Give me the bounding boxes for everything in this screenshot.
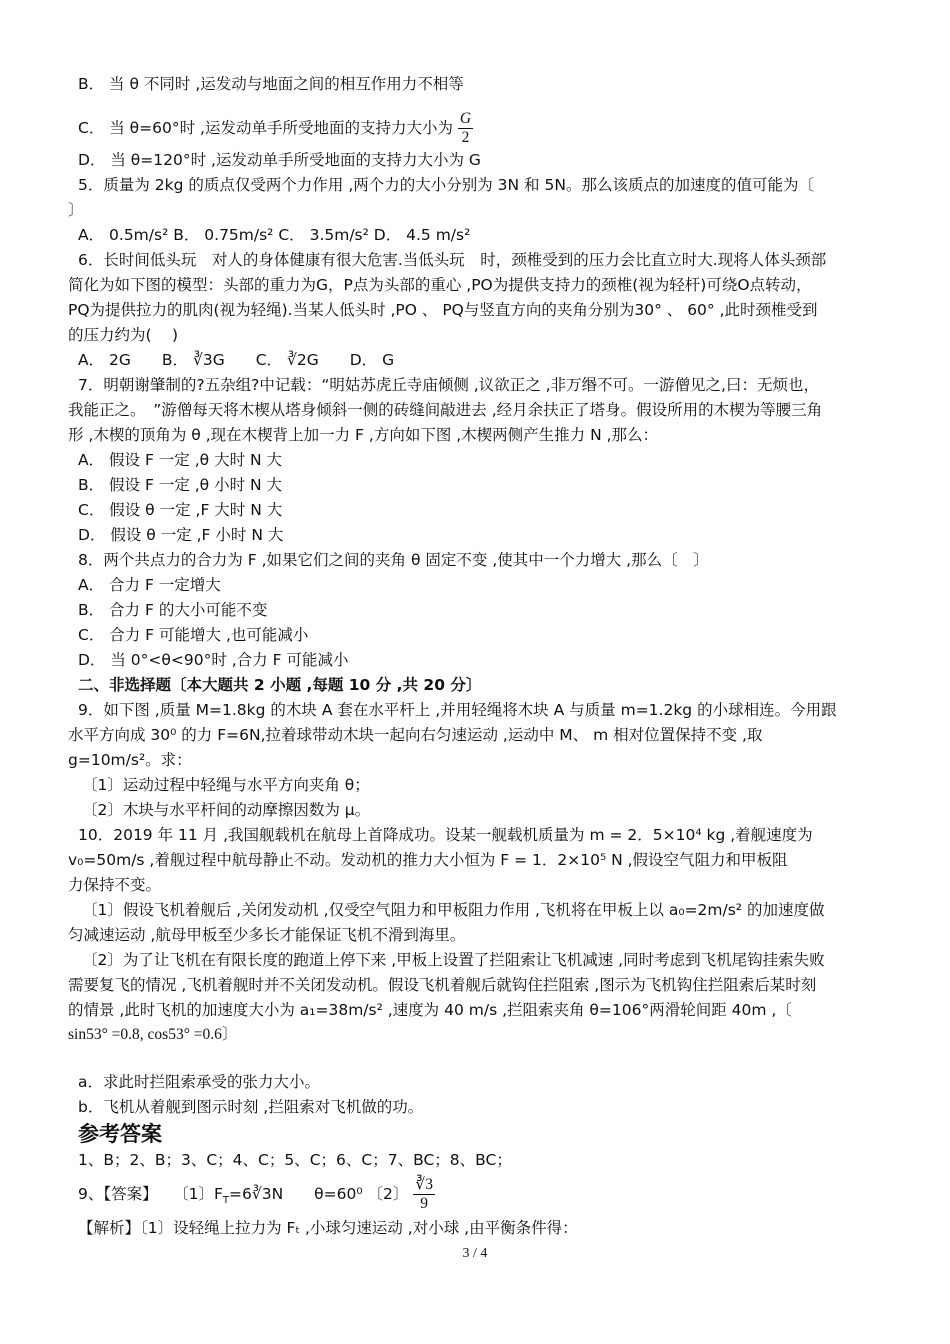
question-10-sub-a: a．求此时拦阻索承受的张力大小。	[78, 1073, 320, 1091]
question-5-options: A． 0.5m/s² B． 0.75m/s² C． 3.5m/s² D． 4.5 m/s²	[78, 226, 471, 244]
page-number: 3 / 4	[462, 1246, 488, 1261]
question-6-line4: 的压力约为( )	[68, 326, 179, 344]
question-7-option-d: D． 假设 θ 一定 ,F 小时 N 大	[78, 526, 284, 544]
question-9: 9．如下图 ,质量 M=1.8kg 的木块 A 套在水平杆上 ,并用轻绳将木块 A 与质量 m=1.2kg 的小球相连。今用跟	[78, 701, 837, 719]
fraction-numerator: G	[459, 110, 472, 127]
question-8-option-b: B． 合力 F 的大小可能不变	[78, 601, 268, 619]
option-d-line: D． 当 θ=120°时 ,运发动单手所受地面的支持力大小为 G	[78, 151, 481, 169]
question-6-options: A． 2G B． ∛3G C． ∛2G D． G	[78, 351, 395, 369]
option-c-text: C． 当 θ=60°时 ,运发动单手所受地面的支持力大小为	[78, 119, 453, 137]
question-8: 8．两个共点力的合力为 F ,如果它们之间的夹角 θ 固定不变 ,使其中一个力增大 ,那么〔 〕	[78, 551, 709, 569]
fraction-denominator: 2	[461, 129, 470, 146]
answer-9-subscript: T	[222, 1195, 229, 1207]
fraction-g-over-2	[458, 110, 473, 147]
answers-list: 1、B；2、B；3、C；4、C；5、C；6、C；7、BC；8、BC；	[78, 1151, 512, 1169]
analysis-line: 【解析】〔1〕设轻绳上拉力为 Fₜ ,小球匀速运动 ,对小球 ,由平衡条件得：	[78, 1219, 578, 1237]
question-5: 5．质量为 2kg 的质点仅受两个力作用 ,两个力的大小分别为 3N 和 5N。那么该质点的加速度的值可能为〔	[78, 176, 814, 194]
question-6: 6．长时间低头玩 对人的身体健康有很大危害.当低头玩 时，颈椎受到的压力会比直立时大.现将人体头颈部	[78, 251, 827, 269]
fraction-denominator: 9	[420, 1195, 429, 1212]
question-10-part2: 〔2〕为了让飞机在有限长度的跑道上停下来 ,甲板上设置了拦阻索让飞机减速 ,同时考虑到飞机尾钩挂索失败	[82, 951, 825, 969]
question-6-line2: 简化为如下图的模型：头部的重力为G，P点为头部的重心 ,PO为提供支持力的颈椎(视为轻杆)可绕O点转动，	[68, 276, 812, 294]
question-9-line2: 水平方向成 30⁰ 的力 F=6N,拉着球带动木块一起向右匀速运动 ,运动中 M、 m 相对位置保持不变 ,取	[68, 726, 763, 744]
question-8-option-c: C． 合力 F 可能增大 ,也可能减小	[78, 626, 309, 644]
fraction-cbrt3-over-9	[413, 1176, 435, 1213]
question-7-option-b: B． 假设 F 一定 ,θ 小时 N 大	[78, 476, 283, 494]
question-6-line3: PQ为提供拉力的肌肉(视为轻绳).当某人低头时 ,PO 、 PQ与竖直方向的夹角分别为30° 、 60° ,此时颈椎受到	[68, 301, 818, 319]
answer-9-label: 9、【答案】 〔1〕F	[78, 1185, 223, 1203]
answer-9-values: =6∛3N θ=60⁰ 〔2〕	[229, 1185, 409, 1203]
question-10-part1: 〔1〕假设飞机着舰后 ,关闭发动机 ,仅受空气阻力和甲板阻力作用 ,飞机将在甲板上以 a₀=2m/s² 的加速度做	[82, 901, 825, 919]
question-8-option-a: A． 合力 F 一定增大	[78, 576, 221, 594]
question-8-option-d: D． 当 0°<θ<90°时 ,合力 F 可能减小	[78, 651, 349, 669]
question-10-part2-line3: 的情景 ,此时飞机的加速度大小为 a₁=38m/s² ,速度为 40 m/s ,拦阻索夹角 θ=106°两滑轮间距 40m ,〔	[68, 1001, 792, 1019]
question-9-part2: 〔2〕木块与水平杆间的动摩擦因数为 μ。	[82, 801, 371, 819]
answers-heading: 参考答案	[78, 1122, 162, 1146]
section-heading: 二、非选择题〔本大题共 2 小题 ,每题 10 分 ,共 20 分〕	[78, 676, 482, 694]
question-10: 10．2019 年 11 月 ,我国舰载机在航母上首降成功。设某一舰载机质量为 m = 2．5×10⁴ kg ,着舰速度为	[78, 826, 813, 844]
question-7-option-c: C． 假设 θ 一定 ,F 大时 N 大	[78, 501, 283, 519]
option-b-line: B． 当 θ 不同时 ,运发动与地面之间的相互作用力不相等	[78, 75, 464, 93]
question-5-cont: 〕	[68, 201, 84, 219]
answer-9-line	[78, 1176, 898, 1213]
question-10-part2-line2: 需要复飞的情况 ,飞机着舰时并不关闭发动机。假设飞机着舰后就钩住拦阻索 ,图示为飞机钩住拦阻索后某时刻	[68, 976, 817, 994]
question-7-line2: 我能正之。 ”游僧每天将木楔从塔身倾斜一侧的砖缝间敲进去 ,经月余扶正了塔身。假设所用的木楔为等腰三角	[68, 401, 823, 419]
trig-values: sin53° =0.8, cos53° =0.6〕	[68, 1026, 238, 1043]
question-7-option-a: A． 假设 F 一定 ,θ 大时 N 大	[78, 451, 283, 469]
question-10-part1-cont: 匀减速运动 ,航母甲板至少多长才能保证飞机不滑到海里。	[68, 926, 466, 944]
question-10-line3: 力保持不变。	[68, 876, 162, 894]
question-9-part1: 〔1〕运动过程中轻绳与水平方向夹角 θ；	[82, 776, 370, 794]
question-9-line3: g=10m/s²。求：	[68, 751, 192, 769]
option-c-line	[78, 110, 898, 147]
fraction-numerator: ∛3	[415, 1176, 433, 1193]
question-10-sub-b: b．飞机从着舰到图示时刻 ,拦阻索对飞机做的功。	[78, 1098, 424, 1116]
question-7: 7．明朝谢肇制的?五杂组?中记载：“明姑苏虎丘寺庙倾侧 ,议欲正之 ,非万缗不可。一游僧见之,曰：无烦也，	[78, 376, 819, 394]
question-7-line3: 形 ,木楔的顶角为 θ ,现在木楔背上加一力 F ,方向如下图 ,木楔两侧产生推力 N ,那么：	[68, 426, 659, 444]
question-10-line2: v₀=50m/s ,着舰过程中航母静止不动。发动机的推力大小恒为 F = 1．2×10⁵ N ,假设空气阻力和甲板阻	[68, 851, 788, 869]
